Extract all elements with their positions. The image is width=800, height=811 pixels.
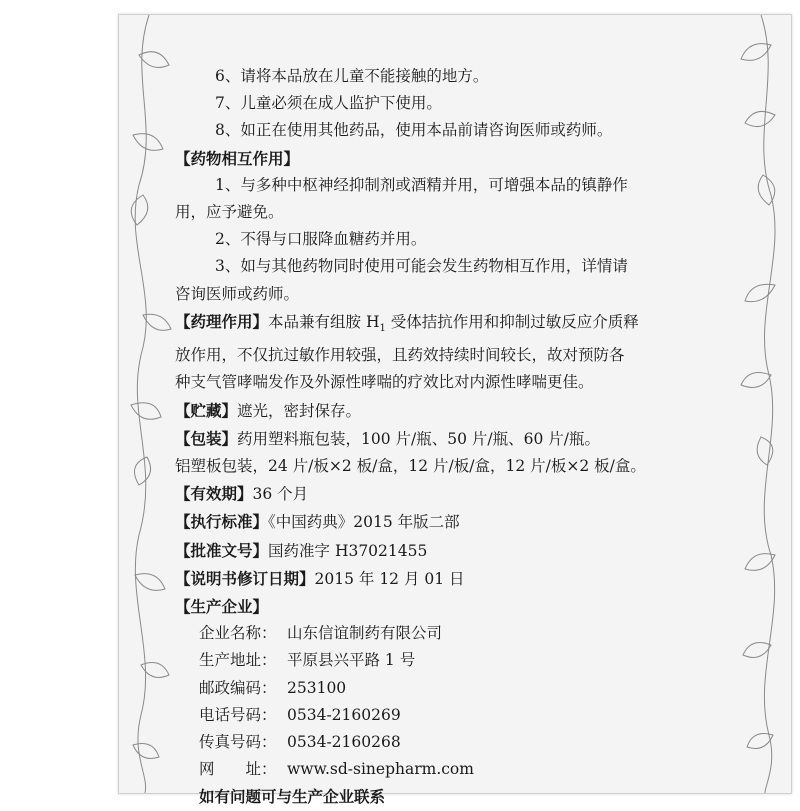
manufacturer-name-row — [159, 620, 739, 647]
validity-heading: 【有效期】 — [175, 484, 253, 504]
approval-heading: 【批准文号】 — [175, 540, 269, 560]
manufacturer-name-label: 企业名称： — [199, 624, 277, 643]
interaction-1-line-2: 用，应予避免。 — [175, 203, 284, 222]
pharmacology-text-post: 受体拮抗作用和抑制过敏反应介质释 — [385, 312, 639, 331]
revision-heading: 【说明书修订日期】 — [175, 568, 315, 588]
interaction-2: 2、不得与口服降血糖药并用。 — [215, 230, 427, 249]
revision-text: 2015 年 12 月 01 日 — [314, 569, 465, 588]
pharmacology-heading: 【药理作用】 — [175, 311, 269, 331]
packaging-text-1: 药用塑料瓶包装，100 片/瓶、50 片/瓶、60 片/瓶。 — [237, 429, 600, 448]
pharmacology-line-2: 放作用，不仅抗过敏作用较强，且药效持续时间较长，故对预防各 — [175, 346, 625, 365]
interactions-heading: 【药物相互作用】 — [175, 148, 300, 168]
storage-text: 遮光，密封保存。 — [237, 401, 362, 420]
manufacturer-web-value: www.sd-sinepharm.com — [287, 760, 474, 779]
manufacturer-fax-label: 传真号码： — [199, 732, 277, 751]
approval-text: 国药准字 H37021455 — [268, 541, 428, 560]
approval-row — [159, 537, 739, 565]
pharmacology-subscript: 1 — [379, 322, 386, 334]
storage-row — [159, 397, 739, 425]
manufacturer-address-value: 平原县兴平路 1 号 — [287, 651, 416, 670]
manufacturer-address-label: 生产地址： — [199, 651, 277, 670]
manufacturer-zip-row — [159, 675, 739, 702]
manufacturer-web-label: 网 址： — [199, 760, 277, 779]
manufacturer-phone-value: 0534-2160269 — [287, 705, 401, 724]
packaging-heading: 【包装】 — [175, 428, 238, 448]
packaging-text-2: 铝塑板包装，24 片/板×2 板/盒，12 片/板/盒，12 片/板×2 板/盒。 — [175, 456, 646, 475]
validity-text: 36 个月 — [252, 485, 309, 504]
manufacturer-address-row — [159, 647, 739, 674]
validity-row — [159, 480, 739, 508]
storage-heading: 【贮藏】 — [175, 400, 238, 420]
interaction-3-line-1: 3、如与其他药物同时使用可能会发生药物相互作用，详情请 — [215, 257, 628, 276]
precaution-item-7: 7、儿童必须在成人监护下使用。 — [215, 94, 442, 113]
manufacturer-zip-label: 邮政编码： — [199, 678, 277, 697]
revision-row — [159, 565, 739, 593]
packaging-row — [159, 425, 739, 453]
manufacturer-heading: 【生产企业】 — [175, 596, 269, 616]
manufacturer-fax-value: 0534-2160268 — [287, 732, 401, 751]
interaction-1-line-1: 1、与多种中枢神经抑制剂或酒精并用，可增强本品的镇静作 — [215, 175, 628, 194]
pharmacology-line-3: 种支气管哮喘发作及外源性哮喘的疗效比对内源性哮喘更佳。 — [175, 373, 594, 392]
pharmacology-text-pre: 本品兼有组胺 H — [268, 312, 380, 331]
manufacturer-name-value: 山东信谊制药有限公司 — [287, 624, 443, 643]
precaution-item-6: 6、请将本品放在儿童不能接触的地方。 — [215, 67, 489, 85]
right-leaf-border-decoration — [731, 15, 791, 793]
manufacturer-fax-row — [159, 729, 739, 756]
manufacturer-zip-value: 253100 — [287, 678, 347, 697]
precaution-item-8: 8、如正在使用其他药品，使用本品前请咨询医师或药师。 — [215, 121, 613, 140]
standard-heading: 【执行标准】 — [175, 512, 269, 532]
standard-row — [159, 508, 739, 536]
manufacturer-phone-row — [159, 702, 739, 729]
pharmacology-line-1 — [159, 308, 739, 342]
manufacturer-phone-label: 电话号码： — [199, 705, 277, 724]
leaflet-text — [159, 63, 739, 811]
interaction-3-line-2: 咨询医师或药师。 — [175, 284, 300, 303]
standard-text: 《中国药典》2015 年版二部 — [268, 513, 460, 532]
manufacturer-contact-note: 如有问题可与生产企业联系 — [199, 787, 386, 807]
leaflet-sheet — [118, 14, 792, 807]
manufacturer-web-row — [159, 756, 739, 783]
